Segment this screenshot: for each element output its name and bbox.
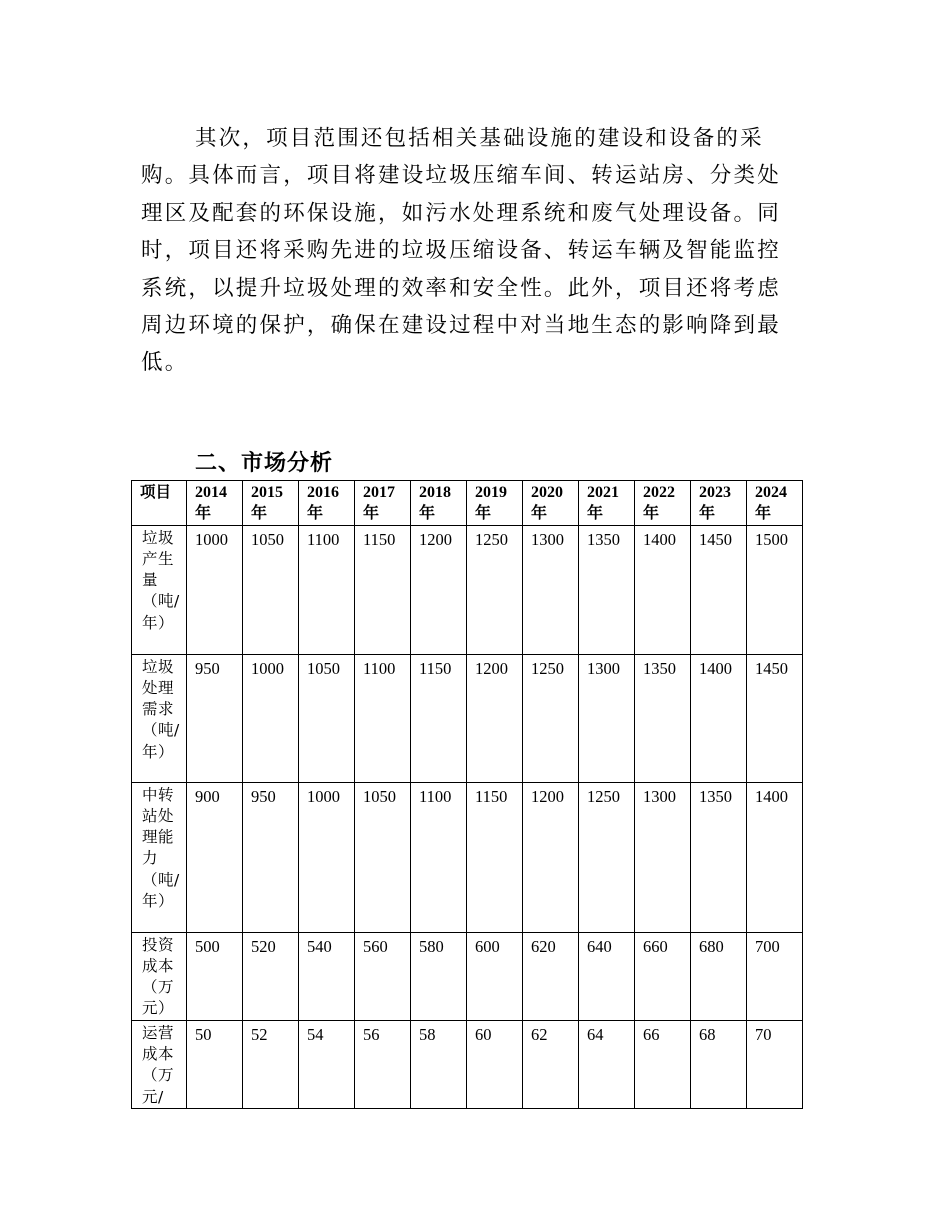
header-cell-year: 2015 年 [243, 481, 299, 526]
table-cell: 1150 [411, 654, 467, 782]
table-cell: 70 [747, 1020, 803, 1108]
table-cell: 52 [243, 1020, 299, 1108]
table-cell: 580 [411, 932, 467, 1020]
table-row [132, 782, 803, 932]
table-cell: 1200 [467, 654, 523, 782]
table-cell: 1500 [747, 525, 803, 654]
header-cell-year: 2017 年 [355, 481, 411, 526]
table-cell: 1200 [523, 782, 579, 932]
row-label-cell: 中转站处理能力（吨/年） [132, 782, 187, 932]
table-cell: 1400 [691, 654, 747, 782]
table-row [132, 1020, 803, 1108]
table-cell: 520 [243, 932, 299, 1020]
table-cell: 1300 [635, 782, 691, 932]
table-cell: 1250 [523, 654, 579, 782]
paragraph-line: 时，项目还将采购先进的垃圾压缩设备、转运车辆及智能监控 [141, 238, 781, 264]
table-row [132, 654, 803, 782]
row-label-cell: 运营成本（万元/ [132, 1020, 187, 1108]
table-cell: 1050 [299, 654, 355, 782]
table-cell: 60 [467, 1020, 523, 1108]
table-cell: 600 [467, 932, 523, 1020]
table-header-row [132, 481, 803, 526]
table-cell: 680 [691, 932, 747, 1020]
body-paragraph [141, 120, 811, 382]
paragraph-line: 周边环境的保护，确保在建设过程中对当地生态的影响降到最 [141, 312, 781, 338]
header-cell-year: 2016 年 [299, 481, 355, 526]
table-cell: 1100 [411, 782, 467, 932]
table-cell: 660 [635, 932, 691, 1020]
table-row [132, 525, 803, 654]
table-cell: 950 [243, 782, 299, 932]
header-cell-year: 2022 年 [635, 481, 691, 526]
table-row [132, 932, 803, 1020]
row-label-cell: 垃圾产生量（吨/年） [132, 525, 187, 654]
header-cell-year: 2020 年 [523, 481, 579, 526]
table-cell: 54 [299, 1020, 355, 1108]
table-cell: 950 [187, 654, 243, 782]
section-heading: 二、市场分析 [195, 451, 334, 476]
table-cell: 1000 [187, 525, 243, 654]
header-cell-year: 2014 年 [187, 481, 243, 526]
table-cell: 1100 [299, 525, 355, 654]
table-cell: 62 [523, 1020, 579, 1108]
table-cell: 1350 [691, 782, 747, 932]
header-cell-year: 2024 年 [747, 481, 803, 526]
table-cell: 1000 [243, 654, 299, 782]
table-cell: 1300 [523, 525, 579, 654]
table-cell: 1400 [635, 525, 691, 654]
paragraph-line: 系统，以提升垃圾处理的效率和安全性。此外，项目还将考虑 [141, 275, 781, 301]
table-cell: 1300 [579, 654, 635, 782]
table-cell: 64 [579, 1020, 635, 1108]
table-cell: 1150 [355, 525, 411, 654]
table-cell: 1250 [467, 525, 523, 654]
table-cell: 560 [355, 932, 411, 1020]
table-cell: 1100 [355, 654, 411, 782]
table-cell: 66 [635, 1020, 691, 1108]
table-cell: 58 [411, 1020, 467, 1108]
table-cell: 1400 [747, 782, 803, 932]
table-cell: 1450 [691, 525, 747, 654]
table-cell: 1050 [243, 525, 299, 654]
table-cell: 1000 [299, 782, 355, 932]
table-cell: 500 [187, 932, 243, 1020]
header-cell-year: 2019 年 [467, 481, 523, 526]
paragraph-line: 其次，项目范围还包括相关基础设施的建设和设备的采 [195, 126, 764, 151]
header-cell-year: 2021 年 [579, 481, 635, 526]
table-cell: 1450 [747, 654, 803, 782]
table-cell: 540 [299, 932, 355, 1020]
table-cell: 1350 [579, 525, 635, 654]
table-cell: 1200 [411, 525, 467, 654]
header-cell-item: 项目 [132, 481, 187, 526]
row-label-cell: 投资成本（万元） [132, 932, 187, 1020]
table-cell: 620 [523, 932, 579, 1020]
table-cell: 56 [355, 1020, 411, 1108]
row-label-cell: 垃圾处理需求（吨/年） [132, 654, 187, 782]
table-cell: 50 [187, 1020, 243, 1108]
table-cell: 68 [691, 1020, 747, 1108]
header-cell-year: 2018 年 [411, 481, 467, 526]
header-cell-year: 2023 年 [691, 481, 747, 526]
market-analysis-table [131, 480, 803, 1109]
table-cell: 900 [187, 782, 243, 932]
table-cell: 1250 [579, 782, 635, 932]
table-cell: 1050 [355, 782, 411, 932]
table-cell: 1150 [467, 782, 523, 932]
paragraph-line: 购。具体而言，项目将建设垃圾压缩车间、转运站房、分类处 [141, 163, 781, 189]
table-cell: 640 [579, 932, 635, 1020]
paragraph-line: 理区及配套的环保设施，如污水处理系统和废气处理设备。同 [141, 200, 781, 226]
paragraph-line: 低。 [141, 350, 189, 376]
table-cell: 700 [747, 932, 803, 1020]
table-cell: 1350 [635, 654, 691, 782]
